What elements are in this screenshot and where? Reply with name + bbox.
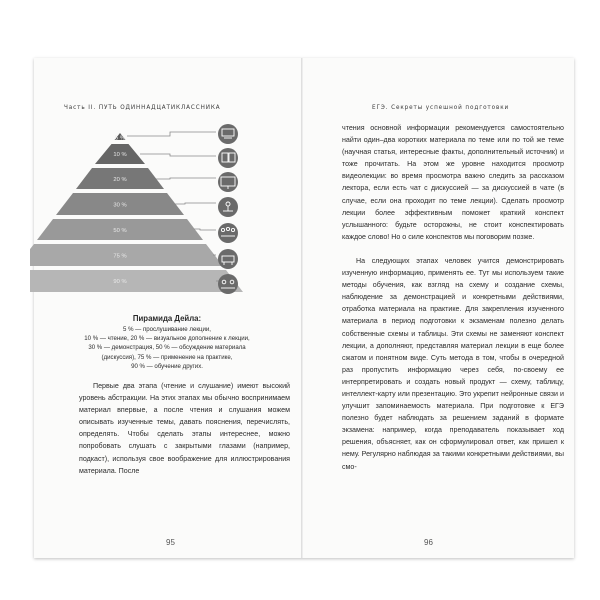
connector-50: [194, 229, 216, 230]
left-paragraph: Первые два этапа (чтение и слушание) имеют высокий уровень абстракции. На этих этапах мы обычно воспринимаем материал впервые, а после чтения и слушания можем описывать изученные темы, давать пояснения, перечислять, определять. Чтобы сделать этапы интереснее, можно попробовать слушать с закрытыми глазами (например, подкаст), используя свое воображение для иллюстрирования материала. После: [79, 382, 290, 475]
pyramid-label-20: 20 %: [113, 177, 127, 183]
pyramid-caption: [46, 313, 288, 371]
book-spine: [301, 58, 303, 558]
group-discussion-icon: [218, 223, 238, 243]
dale-pyramid-figure: [30, 118, 270, 308]
left-running-head: Часть II. ПУТЬ ОДИННАДЦАТИКЛАССНИКА: [64, 104, 221, 111]
pyramid-label-5: 5 %: [115, 135, 125, 142]
connector-30: [175, 203, 216, 204]
teaching-others-icon: [218, 274, 238, 294]
connector-5: [127, 132, 216, 136]
caption-line: 30 % — демонстрация, 50 % — обсуждение материала: [88, 344, 246, 352]
caption-line: 90 % — обучение других.: [131, 362, 203, 370]
left-body-text: [79, 380, 290, 477]
pyramid-level-90: [30, 270, 243, 292]
pyramid-label-90: 90 %: [113, 279, 127, 285]
left-page-number: 95: [166, 538, 175, 547]
caption-line: 10 % — чтение, 20 % — визуальное дополнение к лекции,: [84, 335, 250, 343]
right-paragraph-2: На следующих этапах человек учится демонстрировать изученную информацию, применять ее. Тут мы используем такие методы обучения, как взгляд на схему и создание схемы, наблюдение за демонстрацией и конкретными действиями, отработка материала на практике. Для закрепления изученного материала в период подготовки к экзаменам полезно делать собственные схемы и таблицы. Эти схемы не заменяют конспект лекции, а дополняют, представляя материал лекции в еще более сжатом и понятном виде. Суть метода в том, чтобы в очередной раз пропустить информацию через себя, по-своему ее интерпретировать и создать новый продукт — схему, таблицу, интеллект-карту или презентацию. Это укрепит нейронные связи и улучшит запоминаемость материала. При подготовке к ЕГЭ полезно будет наблюдать за решением заданий в формате экзамена: например, когда преподаватель показывает ход решения, объясняет, как он сформулировал ответ, как пришел к нему. Регулярно наблюдая за такими конкретными действиями, вы смо-: [342, 256, 564, 471]
right-page-number: 96: [424, 538, 433, 547]
caption-line: 5 % — прослушивание лекции,: [122, 326, 211, 333]
caption-title: Пирамида Дейла:: [132, 314, 202, 323]
connector-20: [156, 178, 216, 179]
connector-10: [140, 154, 216, 156]
pyramid-label-30: 30 %: [113, 202, 127, 209]
caption-line: (дискуссия), 75 % — применение на практике,: [101, 353, 233, 361]
right-body-text: [342, 122, 564, 473]
pyramid-label-50: 50 %: [113, 228, 127, 234]
lecture-icon: [218, 124, 238, 144]
pyramid-label-75: 75 %: [113, 253, 127, 260]
practice-workbench-icon: [218, 249, 238, 269]
pyramid-label-10: 10 %: [113, 152, 127, 158]
right-paragraph-1: чтения основной информации рекомендуется самостоятельно найти один–два коротких материала по теме или по той же теме (научная статья, интересные факты, дополнительный источник) и тоже прочитать. На этом же уровне находится просмотр видеолекции: во время просмотра важно следить за рассказом лектора, если есть чат с дискуссией — за дискуссией в чате (в случае, если она проходит по теме лекции). Сделать просмотр лекции более эффективным поможет краткий конспект услышанного: будьте осторожны, не стоит конспектировать каждое слово! Но о силе конспектов мы поговорим позже.: [342, 124, 564, 241]
right-running-head: ЕГЭ. Секреты успешной подготовки: [372, 104, 510, 111]
